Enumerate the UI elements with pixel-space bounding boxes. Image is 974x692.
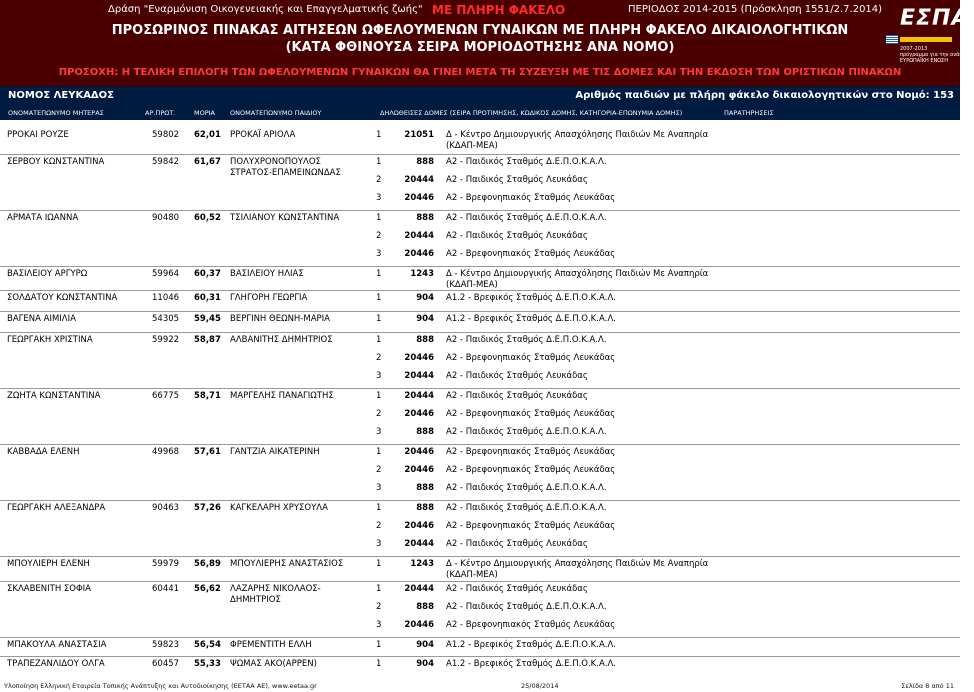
table-header	[0, 106, 960, 120]
protocol-number: 49968	[152, 447, 180, 457]
dome-code: 888	[416, 601, 434, 612]
points: 60,37	[194, 269, 221, 279]
dome-description: Α2 - Βρεφονηπιακός Σταθμός Λευκάδας	[446, 192, 616, 203]
points: 56,89	[194, 559, 221, 569]
row-divider	[0, 311, 960, 312]
mother-name: ΒΑΣΙΛΕΙΟΥ ΑΡΓΥΡΩ	[7, 269, 88, 279]
mother-name: ΚΑΒΒΑΔΑ ΕΛΕΝΗ	[7, 447, 80, 457]
child-name: ΓΑΝΤΖΙΑ ΑΙΚΑΤΕΡΙΝΗ	[230, 447, 320, 457]
child-name: ΨΩΜΑΣ ΑΚΟ(ΑΡΡΕΝ)	[230, 659, 317, 669]
main-subtitle: (ΚΑΤΑ ΦΘΙΝΟΥΣΑ ΣΕΙΡΑ ΜΟΡΙΟΔΟΤΗΣΗΣ ΑΝΑ ΝΟΜΟ)	[285, 40, 675, 55]
program-title: Δράση "Εναρμόνιση Οικογενειακής και Επαγγελματικής ζωής"	[108, 4, 423, 15]
preference-order: 3	[376, 370, 382, 381]
dome-code: 888	[416, 157, 434, 167]
dome-code: 20446	[404, 352, 434, 363]
dome-description: Α2 - Παιδικός Σταθμός Δ.Ε.Π.Ο.Κ.Α.Λ.	[446, 503, 607, 513]
mother-name: ΖΩΗΤΑ ΚΩΝΣΤΑΝΤΙΝΑ	[7, 391, 101, 401]
points: 56,62	[194, 584, 221, 594]
preference-order: 1	[376, 157, 382, 167]
preference-order: 1	[376, 559, 382, 569]
dome-code: 904	[416, 640, 434, 650]
points: 58,87	[194, 335, 221, 345]
protocol-number: 59979	[152, 559, 180, 569]
dome-entry	[0, 409, 960, 426]
child-name: ΡΡΟΚΑΪ ΑΡΙΟΛΑ	[230, 130, 296, 140]
dome-code: 888	[416, 335, 434, 345]
dome-entry	[0, 175, 960, 192]
dome-description: Α2 - Παιδικός Σταθμός Λευκάδας	[446, 584, 588, 594]
dome-code: 1243	[410, 559, 434, 569]
nomos-name: ΝΟΜΟΣ ΛΕΥΚΑΔΟΣ	[8, 90, 115, 101]
preference-order: 3	[376, 192, 382, 203]
child-name: ΔΗΜΗΤΡΙΟΣ	[230, 595, 281, 605]
dome-entry	[0, 391, 960, 408]
dome-entry	[0, 335, 960, 352]
preference-order: 1	[376, 293, 382, 303]
mother-name: ΒΑΓΕΝΑ ΑΙΜΙΛΙΑ	[7, 314, 76, 324]
mother-name: ΡΡΟΚΑΙ ΡΟΥΖΕ	[7, 130, 69, 140]
period-label: ΠΕΡΙΟΔΟΣ 2014-2015 (Πρόσκληση 1551/2.7.2014)	[628, 4, 883, 15]
preference-order: 3	[376, 619, 382, 630]
row-divider	[0, 388, 960, 389]
preference-order: 3	[376, 538, 382, 549]
dome-description: Α1.2 - Βρεφικός Σταθμός Δ.Ε.Π.Ο.Κ.Α.Λ.	[446, 314, 616, 324]
row-divider	[0, 210, 960, 211]
dome-entry	[0, 427, 960, 444]
dome-description: Α2 - Παιδικός Σταθμός Δ.Ε.Π.Ο.Κ.Α.Λ.	[446, 157, 607, 167]
protocol-number: 60457	[152, 659, 180, 669]
logo-caption: 2007-2013 πρόγραμμα για την ανάπτυξη ΕΥΡΩΠΑΪΚΗ ΕΝΩΣΗ	[900, 46, 974, 64]
dome-entry	[0, 503, 960, 520]
points: 56,54	[194, 640, 221, 650]
dome-code: 20446	[404, 619, 434, 630]
preference-order: 1	[376, 659, 382, 669]
dome-entry	[0, 447, 960, 464]
dome-code: 20444	[404, 370, 434, 381]
col-moria: ΜΟΡΙΑ	[194, 109, 216, 117]
dome-entry	[0, 620, 960, 637]
dome-description: Α2 - Βρεφονηπιακός Σταθμός Λευκάδας	[446, 447, 616, 457]
row-divider	[0, 581, 960, 582]
preference-order: 3	[376, 248, 382, 259]
dome-entry	[0, 193, 960, 210]
preference-order: 1	[376, 335, 382, 345]
child-name: ΓΛΗΓΟΡΗ ΓΕΩΡΓΙΑ	[230, 293, 308, 303]
dome-code: 888	[416, 213, 434, 223]
mother-name: ΣΚΛΑΒΕΝΙΤΗ ΣΟΦΙΑ	[7, 584, 91, 594]
dome-description: Α1.2 - Βρεφικός Σταθμός Δ.Ε.Π.Ο.Κ.Α.Λ.	[446, 293, 616, 303]
protocol-number: 11046	[152, 293, 180, 303]
dome-entry	[0, 130, 960, 151]
dome-description: Α2 - Παιδικός Σταθμός Δ.Ε.Π.Ο.Κ.Α.Λ.	[446, 601, 607, 612]
warning-text: ΠΡΟΣΟΧΗ: Η ΤΕΛΙΚΗ ΕΠΙΛΟΓΗ ΤΩΝ ΩΦΕΛΟΥΜΕΝΩΝ ΓΥΝΑΙΚΩΝ ΘΑ ΓΙΝΕΙ ΜΕΤΑ ΤΗ ΣΥΖΕΥΞΗ ΜΕ ΤΙΣ ΔΟΜΕΣ ΚΑΙ ΤΗΝ ΕΚΔΟΣΗ ΤΩΝ ΟΡΙΣΤΙΚΩΝ ΠΙΝΑΚΩΝ	[58, 67, 902, 78]
dome-description: Α2 - Βρεφονηπιακός Σταθμός Λευκάδας	[446, 520, 616, 531]
dome-entry	[0, 659, 960, 676]
footer-date: 25/08/2014	[521, 682, 559, 690]
preference-order: 1	[376, 391, 382, 401]
dome-code: 888	[416, 426, 434, 437]
dome-code: 888	[416, 482, 434, 493]
dome-description: Α2 - Βρεφονηπιακός Σταθμός Λευκάδας	[446, 464, 616, 475]
dome-description: Α2 - Παιδικός Σταθμός Λευκάδας	[446, 230, 588, 241]
dome-description: Α2 - Παιδικός Σταθμός Δ.Ε.Π.Ο.Κ.Α.Λ.	[446, 426, 607, 437]
row-divider	[0, 332, 960, 333]
preference-order: 1	[376, 584, 382, 594]
points: 57,26	[194, 503, 221, 513]
protocol-number: 59802	[152, 130, 180, 140]
preference-order: 1	[376, 503, 382, 513]
child-name: ΤΣΙΛΙΑΝΟΥ ΚΩΝΣΤΑΝΤΙΝΑ	[230, 213, 340, 223]
dome-description: Α2 - Παιδικός Σταθμός Λευκάδας	[446, 174, 588, 185]
mother-name: ΓΕΩΡΓΑΚΗ ΧΡΙΣΤΙΝΑ	[7, 335, 93, 345]
points: 62,01	[194, 130, 221, 140]
points: 55,33	[194, 659, 221, 669]
preference-order: 3	[376, 426, 382, 437]
dome-description: Α2 - Βρεφονηπιακός Σταθμός Λευκάδας	[446, 248, 616, 259]
dome-description: Δ - Κέντρο Δημιουργικής Απασχόλησης Παιδιών Με Αναπηρία	[446, 559, 709, 569]
dome-code: 20446	[404, 447, 434, 457]
preference-order: 1	[376, 269, 382, 279]
greek-flag-icon	[886, 35, 898, 44]
dome-code: 888	[416, 503, 434, 513]
dome-description: Α2 - Βρεφονηπιακός Σταθμός Λευκάδας	[446, 408, 616, 419]
protocol-number: 60441	[152, 584, 180, 594]
dome-entry	[0, 483, 960, 500]
child-name: ΠΟΛΥΧΡΟΝΟΠΟΥΛΟΣ	[230, 157, 321, 167]
child-name: ΜΑΡΓΕΛΗΣ ΠΑΝΑΓΙΩΤΗΣ	[230, 391, 334, 401]
preference-order: 2	[376, 230, 382, 241]
page-footer	[0, 680, 960, 692]
child-name: ΒΕΡΓΙΝΗ ΘΕΩΝΗ-ΜΑΡΙΑ	[230, 314, 330, 324]
dome-entry	[0, 231, 960, 248]
file-label: ΜΕ ΠΛΗΡΗ ΦΑΚΕΛΟ	[432, 3, 566, 17]
dome-code: 20444	[404, 538, 434, 549]
child-name: ΚΑΓΚΕΛΑΡΗ ΧΡΥΣΟΥΛΑ	[230, 503, 328, 513]
dome-entry	[0, 314, 960, 331]
col-ar: ΑΡ.ΠΡΩΤ.	[145, 109, 176, 117]
mother-name: ΜΠΟΥΛΙΕΡΗ ΕΛΕΝΗ	[7, 559, 90, 569]
points: 60,52	[194, 213, 221, 223]
row-divider	[0, 266, 960, 267]
dome-code: 20446	[404, 192, 434, 203]
dome-code: 20444	[404, 230, 434, 241]
dome-description: Δ - Κέντρο Δημιουργικής Απασχόλησης Παιδιών Με Αναπηρία	[446, 130, 709, 140]
nomos-count: Αριθμός παιδιών με πλήρη φάκελο δικαιολογητικών στο Νομό: 153	[575, 90, 954, 101]
col-child: ΟΝΟΜΑΤΕΠΩΝΥΜΟ ΠΑΙΔΙΟΥ	[230, 109, 322, 117]
child-name: ΛΑΖΑΡΗΣ ΝΙΚΟΛΑΟΣ-	[230, 584, 321, 594]
points: 60,31	[194, 293, 221, 303]
row-divider	[0, 656, 960, 657]
col-domes: ΔΗΛΩΘΕΙΣΕΣ ΔΟΜΕΣ (ΣΕΙΡΑ ΠΡΟΤΙΜΗΣΗΣ, ΚΩΔΙΚΟΣ ΔΟΜΗΣ, ΚΑΤΗΓΟΡΙΑ-ΕΠΩΝΥΜΙΑ ΔΟΜΗΣ)	[380, 109, 683, 117]
dome-entry	[0, 213, 960, 230]
preference-order: 2	[376, 601, 382, 612]
dome-description: (ΚΔΑΠ-ΜΕΑ)	[446, 141, 498, 151]
dome-entry	[0, 293, 960, 310]
preference-order: 2	[376, 464, 382, 475]
points: 61,67	[194, 157, 221, 167]
dome-description: Α2 - Βρεφονηπιακός Σταθμός Λευκάδας	[446, 352, 616, 363]
dome-entry	[0, 521, 960, 538]
child-name: ΒΑΣΙΛΕΙΟΥ ΗΛΙΑΣ	[230, 269, 304, 279]
dome-entry	[0, 371, 960, 388]
mother-name: ΣΕΡΒΟΥ ΚΩΝΣΤΑΝΤΙΝΑ	[7, 157, 105, 167]
espa-logo	[886, 6, 974, 64]
dome-code: 20446	[404, 464, 434, 475]
points: 59,45	[194, 314, 221, 324]
dome-description: Α2 - Παιδικός Σταθμός Λευκάδας	[446, 391, 588, 401]
espa-logo-word: ΕΣΠΑ	[900, 6, 970, 31]
page-header	[0, 0, 974, 86]
mother-name: ΑΡΜΑΤΑ ΙΩΑΝΝΑ	[7, 213, 79, 223]
dome-description: Α2 - Παιδικός Σταθμός Λευκάδας	[446, 370, 588, 381]
col-notes: ΠΑΡΑΤΗΡΗΣΕΙΣ	[724, 109, 774, 117]
child-name: ΦΡΕΜΕΝΤΙΤΗ ΕΛΛΗ	[230, 640, 312, 650]
dome-entry	[0, 584, 960, 601]
preference-order: 2	[376, 520, 382, 531]
dome-code: 20444	[404, 174, 434, 185]
dome-description: (ΚΔΑΠ-ΜΕΑ)	[446, 280, 498, 290]
preference-order: 1	[376, 640, 382, 650]
child-name: ΜΠΟΥΛΙΕΡΗΣ ΑΝΑΣΤΑΣΙΟΣ	[230, 559, 344, 569]
child-name: ΣΤΡΑΤΟΣ-ΕΠΑΜΕΙΝΩΝΔΑΣ	[230, 168, 341, 178]
protocol-number: 90480	[152, 213, 180, 223]
dome-description: Α1.2 - Βρεφικός Σταθμός Δ.Ε.Π.Ο.Κ.Α.Λ.	[446, 659, 616, 669]
protocol-number: 59842	[152, 157, 180, 167]
dome-code: 20444	[404, 391, 434, 401]
dome-entry	[0, 157, 960, 174]
dome-description: Α1.2 - Βρεφικός Σταθμός Δ.Ε.Π.Ο.Κ.Α.Λ.	[446, 640, 616, 650]
row-divider	[0, 444, 960, 445]
child-name: ΑΛΒΑΝΙΤΗΣ ΔΗΜΗΤΡΙΟΣ	[230, 335, 333, 345]
row-divider	[0, 500, 960, 501]
protocol-number: 59922	[152, 335, 180, 345]
dome-code: 1243	[410, 269, 434, 279]
points: 58,71	[194, 391, 221, 401]
preference-order: 2	[376, 174, 382, 185]
preference-order: 2	[376, 408, 382, 419]
protocol-number: 59964	[152, 269, 180, 279]
dome-code: 904	[416, 293, 434, 303]
dome-entry	[0, 465, 960, 482]
dome-code: 20446	[404, 408, 434, 419]
dome-entry	[0, 559, 960, 580]
points: 57,61	[194, 447, 221, 457]
row-divider	[0, 290, 960, 291]
mother-name: ΜΠΑΚΟΥΛΑ ΑΝΑΣΤΑΣΙΑ	[7, 640, 107, 650]
nomos-bar	[0, 86, 960, 106]
dome-description: (ΚΔΑΠ-ΜΕΑ)	[446, 570, 498, 580]
protocol-number: 90463	[152, 503, 180, 513]
row-divider	[0, 637, 960, 638]
logo-bar	[900, 37, 952, 42]
dome-description: Α2 - Παιδικός Σταθμός Λευκάδας	[446, 538, 588, 549]
dome-entry	[0, 539, 960, 556]
mother-name: ΓΕΩΡΓΑΚΗ ΑΛΕΞΑΝΔΡΑ	[7, 503, 106, 513]
mother-name: ΣΟΛΔΑΤΟΥ ΚΩΝΣΤΑΝΤΙΝΑ	[7, 293, 118, 303]
col-mother: ΟΝΟΜΑΤΕΠΩΝΥΜΟ ΜΗΤΕΡΑΣ	[8, 109, 104, 117]
dome-entry	[0, 602, 960, 619]
dome-description: Δ - Κέντρο Δημιουργικής Απασχόλησης Παιδιών Με Αναπηρία	[446, 269, 709, 279]
dome-code: 20446	[404, 248, 434, 259]
preference-order: 3	[376, 482, 382, 493]
preference-order: 1	[376, 447, 382, 457]
dome-description: Α2 - Παιδικός Σταθμός Δ.Ε.Π.Ο.Κ.Α.Λ.	[446, 213, 607, 223]
mother-name: ΤΡΑΠΕΖΑΝΛΙΔΟΥ ΟΛΓΑ	[7, 659, 105, 669]
preference-order: 2	[376, 352, 382, 363]
row-divider	[0, 154, 960, 155]
dome-code: 21051	[404, 130, 434, 140]
dome-code: 904	[416, 314, 434, 324]
dome-code: 20446	[404, 520, 434, 531]
preference-order: 1	[376, 130, 382, 140]
row-divider	[0, 556, 960, 557]
dome-entry	[0, 353, 960, 370]
main-title: ΠΡΟΣΩΡΙΝΟΣ ΠΙΝΑΚΑΣ ΑΙΤΗΣΕΩΝ ΩΦΕΛΟΥΜΕΝΩΝ ΓΥΝΑΙΚΩΝ ΜΕ ΠΛΗΡΗ ΦΑΚΕΛΟ ΔΙΚΑΙΟΛΟΓΗΤΙΚΩΝ	[111, 23, 849, 38]
dome-entry	[0, 269, 960, 290]
dome-description: Α2 - Παιδικός Σταθμός Δ.Ε.Π.Ο.Κ.Α.Λ.	[446, 482, 607, 493]
protocol-number: 54305	[152, 314, 180, 324]
dome-description: Α2 - Παιδικός Σταθμός Δ.Ε.Π.Ο.Κ.Α.Λ.	[446, 335, 607, 345]
footer-page: Σελίδα 8 από 11	[901, 682, 954, 690]
dome-description: Α2 - Βρεφονηπιακός Σταθμός Λευκάδας	[446, 619, 616, 630]
dome-entry	[0, 249, 960, 266]
preference-order: 1	[376, 314, 382, 324]
dome-entry	[0, 640, 960, 657]
protocol-number: 66775	[152, 391, 180, 401]
protocol-number: 59823	[152, 640, 180, 650]
dome-code: 20444	[404, 584, 434, 594]
dome-code: 904	[416, 659, 434, 669]
footer-credit: Υλοποίηση Ελληνική Εταιρεία Τοπικής Ανάπτυξης και Αυτοδιοίκησης (ΕΕΤΑΑ ΑΕ), www.eetaa.gr	[4, 682, 317, 690]
preference-order: 1	[376, 213, 382, 223]
